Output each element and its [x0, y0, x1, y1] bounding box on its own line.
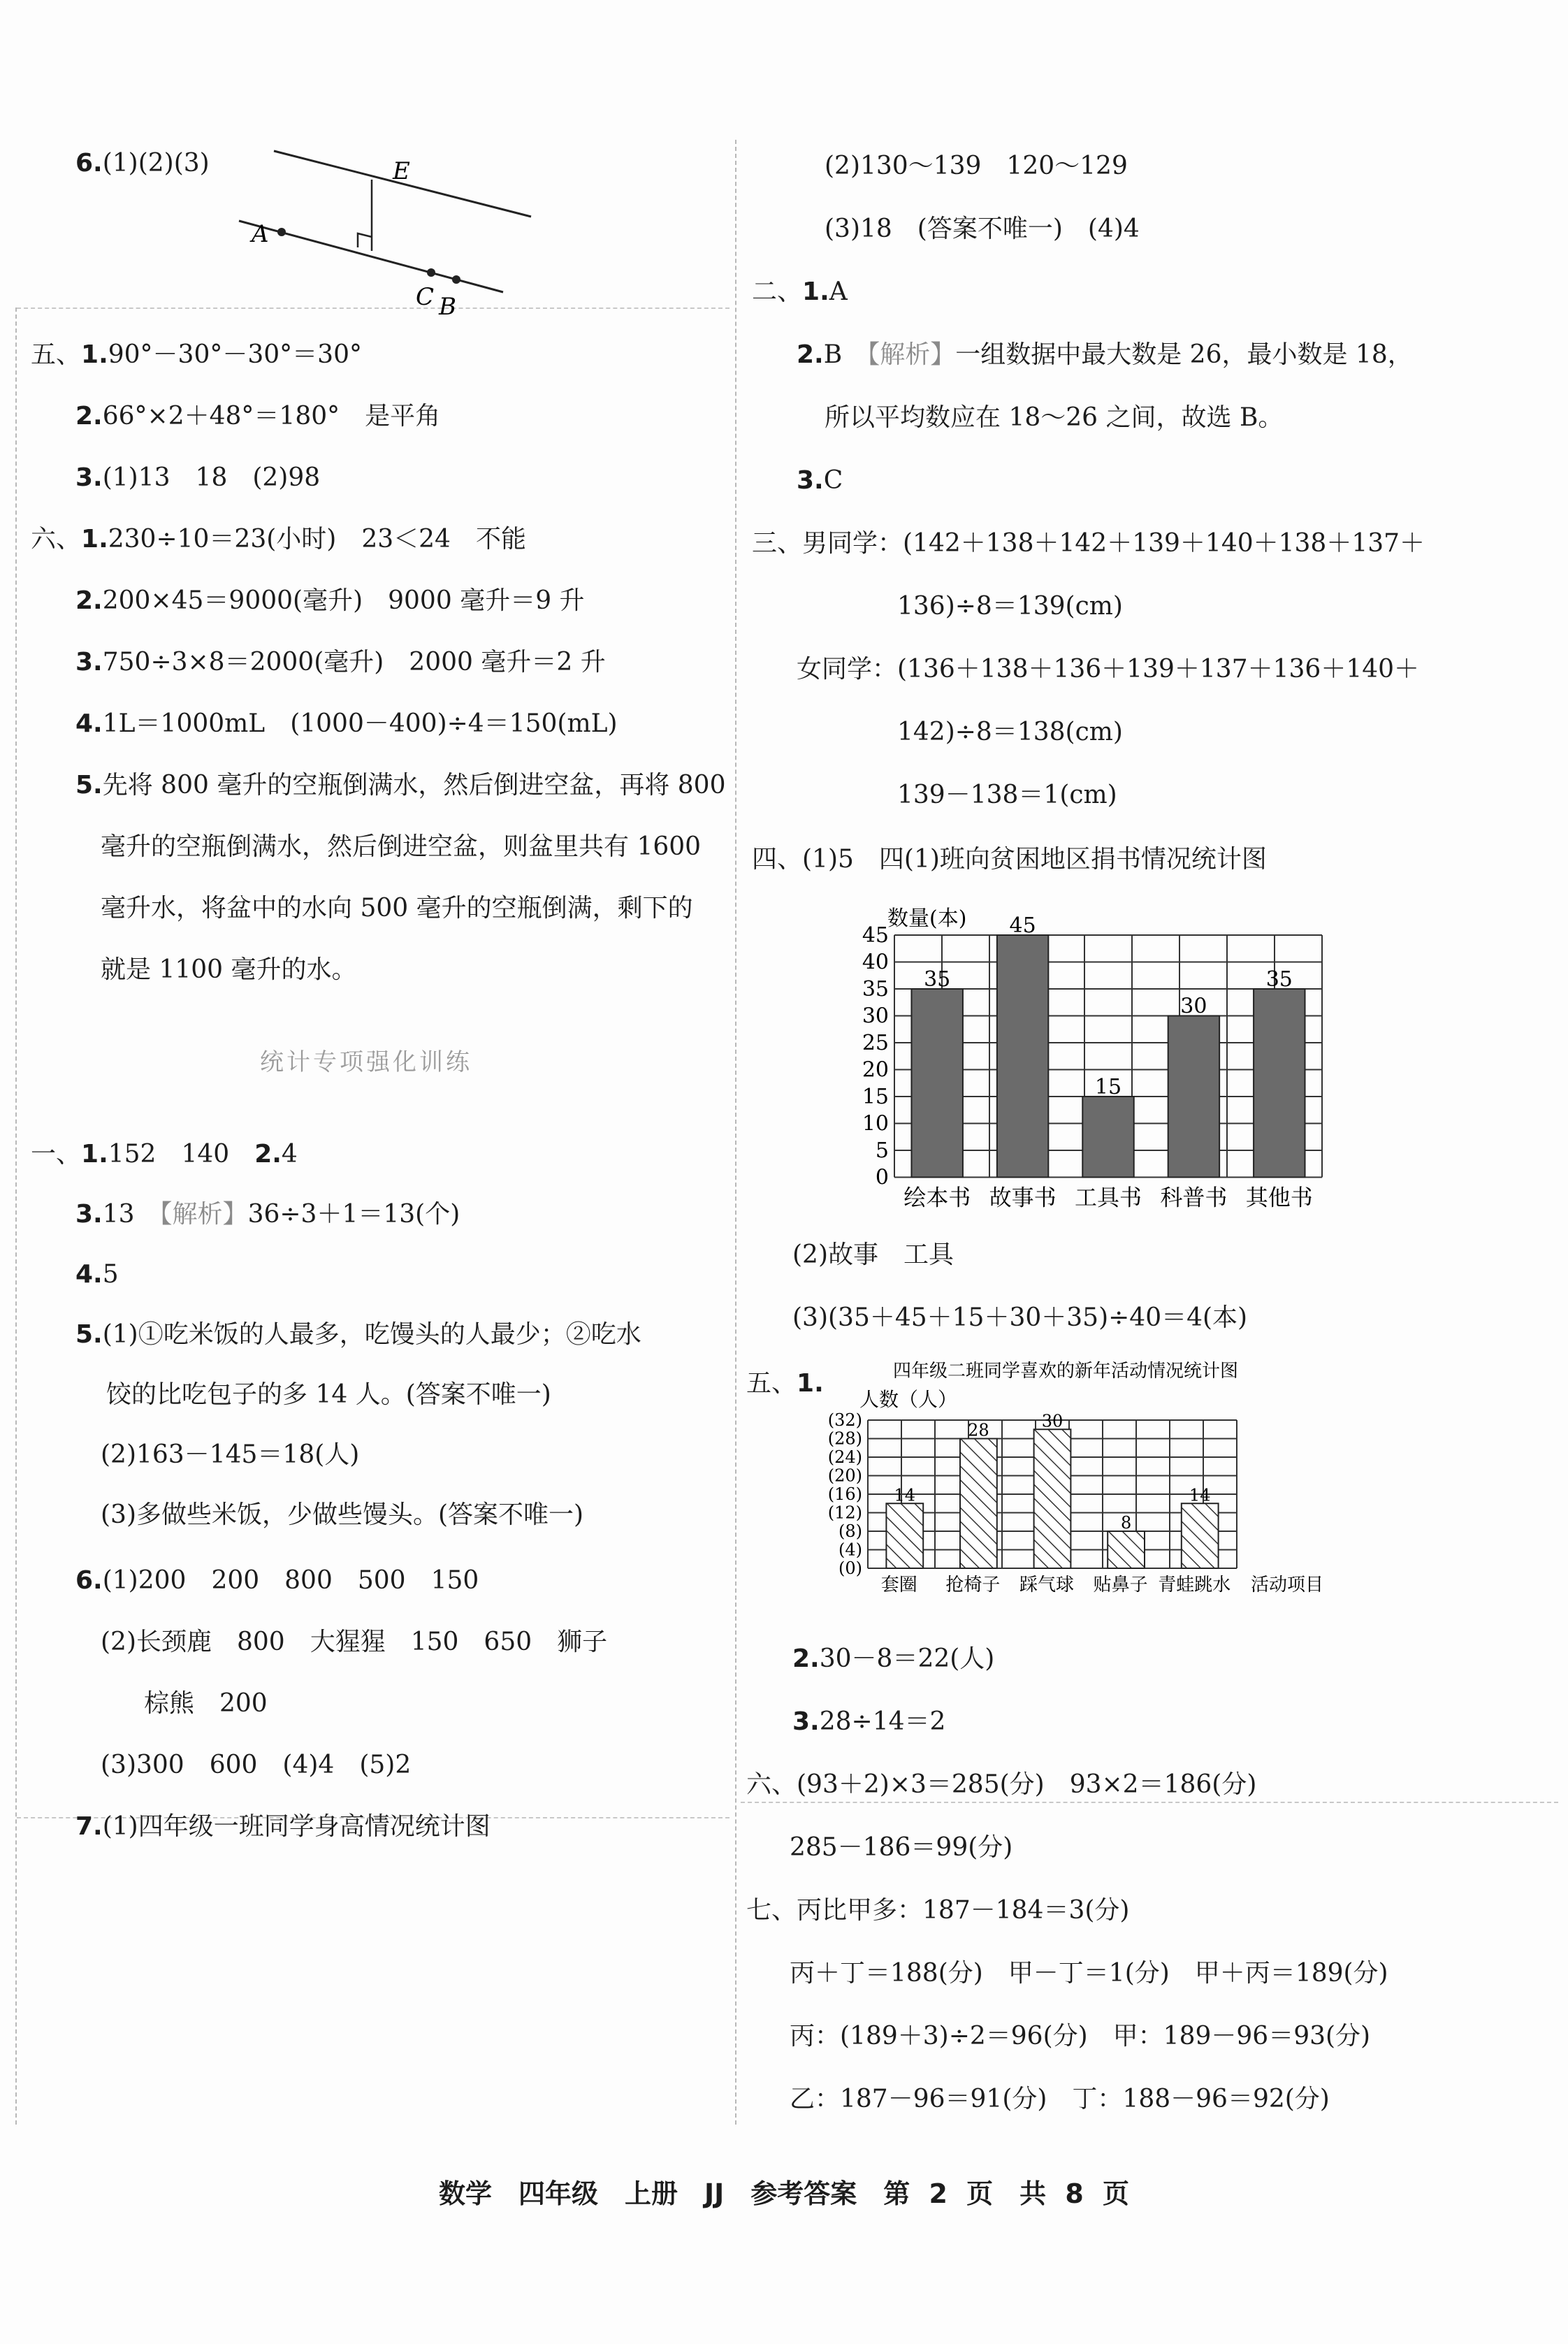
- activity-bar-chart: [811, 1359, 1370, 1617]
- s6-line-8: 就是 1100 毫升的水。: [101, 955, 357, 984]
- y-tick-label: 0: [875, 1165, 889, 1190]
- r-s6-line-2: 285－186＝99(分): [790, 1833, 1013, 1862]
- bar-1: [997, 935, 1048, 1178]
- r-s6-line-1: 六、(93＋2)×3＝285(分) 93×2＝186(分): [746, 1770, 1257, 1799]
- bar-1: [960, 1439, 997, 1569]
- st1-line-8: 6.(1)200 200 800 500 150: [75, 1566, 479, 1595]
- r-s4-line-3: (3)(35＋45＋15＋30＋35)÷40＝4(本): [792, 1303, 1248, 1332]
- bar-value-label: 35: [924, 967, 951, 992]
- s6-line-2: 2.200×45＝9000(毫升) 9000 毫升＝9 升: [75, 586, 585, 615]
- bar-2: [1082, 1097, 1133, 1178]
- y-tick-label: 25: [862, 1031, 889, 1055]
- st1-line-6: (2)163－145＝18(人): [101, 1440, 360, 1469]
- y-tick-label: (12): [827, 1503, 862, 1523]
- bar-value-label: 8: [1120, 1513, 1132, 1533]
- s6-line-3: 3.750÷3×8＝2000(毫升) 2000 毫升＝2 升: [75, 648, 606, 677]
- bar-4: [1254, 989, 1305, 1178]
- r-top-line-2: (3)18 (答案不唯一) (4)4: [825, 215, 1140, 243]
- r-s7-line-4: 乙：187－96＝91(分) 丁：188－96＝92(分): [790, 2085, 1330, 2113]
- st1-line-5: 饺的比吃包子的多 14 人。(答案不唯一): [106, 1380, 551, 1409]
- r-s7-line-2: 丙＋丁＝188(分) 甲－丁＝1(分) 甲＋丙＝189(分): [790, 1959, 1388, 1988]
- y-tick-label: (28): [827, 1428, 862, 1449]
- x-tick-label: 其他书: [1245, 1184, 1313, 1211]
- bar-3: [1168, 1016, 1219, 1178]
- r-s7-line-3: 丙：(189＋3)÷2＝96(分) 甲：189－96＝93(分): [790, 2022, 1371, 2050]
- bar-value-label: 45: [1009, 913, 1036, 938]
- r-s4-head: 四、(1)5 四(1)班向贫困地区捐书情况统计图: [752, 845, 1267, 874]
- books-bar-chart: [839, 897, 1342, 1219]
- bar-0: [886, 1503, 923, 1568]
- r-s3-line-3: 女同学：(136＋138＋136＋139＋137＋136＋140＋: [797, 655, 1420, 683]
- r-s4-line-2: (2)故事 工具: [792, 1240, 954, 1269]
- q6-line: 6.(1)(2)(3): [75, 149, 210, 178]
- section-title: 统计专项强化训练: [260, 1048, 472, 1076]
- s5-line-2: 2.66°×2＋48°＝180° 是平角: [75, 402, 441, 431]
- st1-line-9: (2)长颈鹿 800 大猩猩 150 650 狮子: [101, 1628, 608, 1656]
- y-tick-label: 20: [862, 1057, 889, 1083]
- x-tick-label: 踩气球: [1019, 1575, 1075, 1596]
- r-s3-line-5: 139－138＝1(cm): [897, 781, 1117, 809]
- bar-value-label: 14: [1189, 1485, 1211, 1505]
- y-tick-label: (0): [839, 1558, 862, 1578]
- bar-2: [1034, 1429, 1071, 1568]
- st1-line-2: 3.13 【解析】36÷3＋1＝13(个): [75, 1200, 460, 1229]
- s5-line-3: 3.(1)13 18 (2)98: [75, 463, 321, 492]
- page-footer: 数学 四年级 上册 JJ 参考答案 第 2 页 共 8 页: [438, 2178, 1130, 2209]
- label-b: B: [439, 293, 456, 321]
- r-s2-line-4: 3.C: [797, 466, 843, 495]
- point-c: [427, 268, 435, 277]
- point-a: [277, 228, 286, 236]
- r-s5-line-3: 3.28÷14＝2: [792, 1707, 946, 1736]
- label-a: A: [252, 220, 269, 248]
- st1-line-3: 4.5: [75, 1260, 119, 1289]
- label-e: E: [393, 157, 410, 185]
- s6-line-6: 毫升的空瓶倒满水，然后倒进空盆，则盆里共有 1600: [101, 832, 702, 861]
- r-s2-line-1: 二、1.A: [752, 277, 848, 306]
- point-b: [452, 275, 460, 284]
- bar-4: [1182, 1503, 1219, 1568]
- st1-line-12: 7.(1)四年级一班同学身高情况统计图: [75, 1812, 491, 1841]
- st1-line-11: (3)300 600 (4)4 (5)2: [101, 1751, 412, 1779]
- st1-line-10: 棕熊 200: [144, 1689, 268, 1718]
- y-axis-label: 人数（人）: [859, 1388, 958, 1411]
- bar-3: [1108, 1531, 1145, 1568]
- bar-value-label: 14: [894, 1485, 916, 1505]
- left-margin-dash: [15, 308, 17, 2125]
- x-tick-label: 套圈: [880, 1575, 917, 1596]
- height-bar-chart: [133, 1867, 580, 2130]
- x-tick-label: 贴鼻子: [1093, 1575, 1148, 1596]
- s5-line-1: 五、1.90°－30°－30°＝30°: [31, 340, 362, 369]
- x-tick-label: 绘本书: [903, 1184, 971, 1211]
- r-s5-head: 五、1.: [746, 1369, 824, 1398]
- y-tick-label: 10: [862, 1111, 889, 1136]
- y-tick-label: (20): [827, 1466, 862, 1486]
- y-tick-label: (16): [827, 1484, 862, 1504]
- chart-title: 四年级二班同学喜欢的新年活动情况统计图: [893, 1361, 1239, 1382]
- r-s3-line-2: 136)÷8＝139(cm): [897, 592, 1123, 621]
- y-tick-label: 30: [862, 1004, 889, 1029]
- y-tick-label: 5: [875, 1138, 889, 1163]
- r-s7-line-1: 七、丙比甲多：187－184＝3(分): [746, 1896, 1130, 1925]
- right-divider: [741, 1802, 1558, 1803]
- y-tick-label: 40: [862, 950, 889, 975]
- st1-line-7: (3)多做些米饭，少做些馒头。(答案不唯一): [101, 1500, 584, 1529]
- s6-line-1: 六、1.230÷10＝23(小时) 23＜24 不能: [31, 525, 526, 554]
- y-tick-label: 35: [862, 977, 889, 1001]
- s6-line-5: 5.先将 800 毫升的空瓶倒满水，然后倒进空盆，再将 800: [75, 771, 726, 800]
- bar-0: [911, 989, 962, 1178]
- s6-line-4: 4.1L＝1000mL (1000－400)÷4＝150(mL): [75, 709, 618, 738]
- y-tick-label: (4): [839, 1540, 862, 1560]
- r-top-line-1: (2)130～139 120～129: [825, 152, 1128, 180]
- r-s3-line-1: 三、男同学：(142＋138＋142＋139＋140＋138＋137＋: [752, 529, 1425, 558]
- y-tick-label: (8): [839, 1521, 862, 1541]
- y-tick-label: 45: [862, 923, 889, 948]
- column-divider: [735, 140, 736, 2125]
- x-tick-label: 故事书: [989, 1184, 1057, 1211]
- r-s2-line-3: 所以平均数应在 18～26 之间，故选 B。: [825, 403, 1284, 432]
- x-axis-label: 活动项目: [1251, 1575, 1324, 1596]
- st1-line-4: 5.(1)①吃米饭的人最多，吃馒头的人最少；②吃水: [75, 1320, 641, 1349]
- bar-value-label: 30: [1180, 994, 1207, 1019]
- y-axis-label: 数量(本): [887, 906, 967, 931]
- y-tick-label: 15: [862, 1085, 889, 1109]
- x-tick-label: 工具书: [1074, 1184, 1142, 1211]
- r-s3-line-4: 142)÷8＝138(cm): [897, 718, 1123, 746]
- parallel-lines-diagram: [231, 140, 552, 321]
- x-tick-label: 青蛙跳水: [1158, 1575, 1231, 1596]
- r-s5-line-2: 2.30－8＝22(人): [792, 1644, 995, 1673]
- bar-value-label: 35: [1265, 967, 1293, 992]
- x-tick-label: 抢椅子: [945, 1575, 1001, 1596]
- st1-line-1: 一、1.152 140 2.4: [31, 1140, 298, 1169]
- y-tick-label: (24): [827, 1447, 862, 1467]
- bar-value-label: 15: [1094, 1075, 1122, 1099]
- label-c: C: [416, 283, 435, 311]
- bar-value-label: 28: [968, 1420, 989, 1440]
- y-tick-label: (32): [827, 1410, 862, 1430]
- x-tick-label: 科普书: [1160, 1184, 1228, 1211]
- r-s2-line-2: 2.B 【解析】一组数据中最大数是 26，最小数是 18，: [797, 340, 1413, 369]
- s6-line-7: 毫升水，将盆中的水向 500 毫升的空瓶倒满，剩下的: [101, 894, 693, 923]
- bar-value-label: 30: [1041, 1411, 1064, 1431]
